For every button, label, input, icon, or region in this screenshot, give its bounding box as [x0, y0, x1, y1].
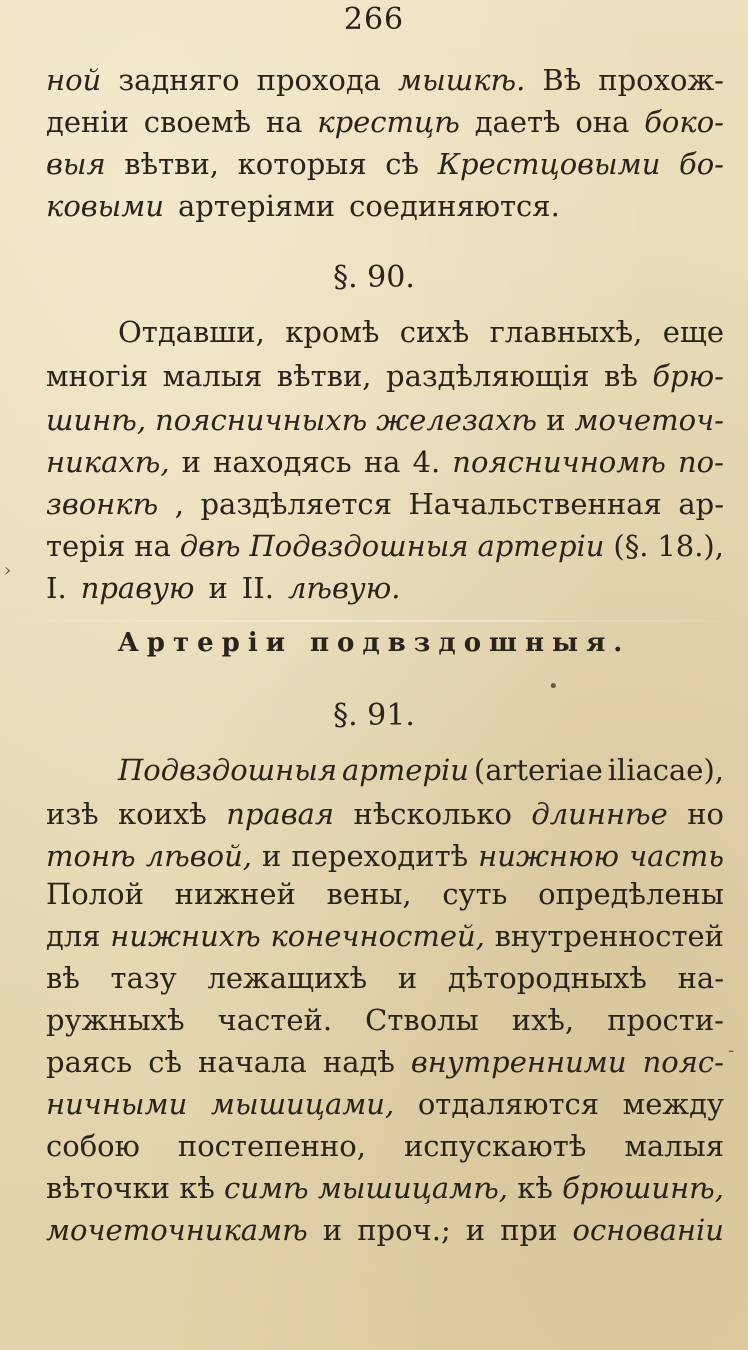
stray-mark: • — [548, 676, 559, 697]
word: Вѣ — [542, 63, 582, 97]
word: iliacae), — [607, 753, 724, 787]
word: симѣ — [224, 1171, 309, 1205]
word: сихѣ — [399, 315, 470, 349]
stray-mark: › — [4, 560, 12, 581]
text-line — [46, 1082, 724, 1126]
word: сѣ — [148, 1045, 182, 1079]
word: своемѣ — [143, 105, 252, 139]
word: при — [500, 1213, 558, 1247]
word: суть — [442, 877, 508, 911]
word: двѣ — [179, 529, 241, 563]
word: Начальственная — [408, 487, 662, 521]
word: и — [546, 403, 566, 437]
text-line — [46, 354, 724, 398]
word: внутренними — [410, 1045, 627, 1079]
word: брю- — [652, 359, 724, 393]
word: изѣ — [46, 797, 99, 831]
word: I. — [46, 571, 67, 605]
word: между — [622, 1087, 724, 1121]
text-line — [46, 914, 724, 958]
page-number: 266 — [343, 2, 405, 37]
word: главныхѣ, — [489, 315, 643, 349]
word: ковыми — [46, 189, 164, 223]
word: тонѣ — [46, 839, 136, 873]
text-line — [46, 100, 724, 144]
word: прохода — [256, 63, 381, 97]
word: Стволы — [365, 1003, 479, 1037]
word: вѣ — [604, 359, 638, 393]
word: Отдавши, — [118, 315, 265, 349]
word: и — [181, 445, 201, 479]
word: ной — [46, 63, 102, 97]
word: отдаляются — [417, 1087, 600, 1121]
word: ихѣ, — [511, 1003, 575, 1037]
word: собою — [46, 1129, 140, 1163]
word: железахѣ — [376, 403, 538, 437]
word: никахѣ, — [46, 445, 170, 479]
word: мышкѣ. — [398, 63, 526, 97]
word: Подвздошныя — [118, 753, 338, 787]
word: артеріями — [178, 189, 336, 223]
word: (arteriae — [473, 753, 603, 787]
word: прости- — [607, 1003, 724, 1037]
word: выя — [46, 147, 106, 181]
word: на — [134, 529, 171, 563]
word: брюшинѣ, — [562, 1171, 724, 1205]
word: на — [265, 105, 303, 139]
word: Полой — [46, 877, 144, 911]
text-line — [46, 142, 724, 186]
word: основаніи — [572, 1213, 724, 1247]
word: артеріи — [477, 529, 605, 563]
word: находясь — [213, 445, 352, 479]
word: и — [208, 571, 228, 605]
word: начала — [198, 1045, 307, 1079]
word: кѣ — [517, 1171, 553, 1205]
word: раздѣляющія — [386, 359, 590, 393]
word: конечностей, — [270, 919, 485, 953]
word: мочеточникамѣ — [46, 1213, 308, 1247]
word: Крестцовыми — [437, 147, 661, 181]
word: ар- — [678, 487, 724, 521]
word: нижнихѣ — [110, 919, 261, 953]
text-line — [46, 1040, 724, 1084]
word: деніи — [46, 105, 129, 139]
word: кѣ — [179, 1171, 215, 1205]
text-line — [118, 310, 724, 354]
word: поясничномѣ — [452, 445, 666, 479]
word: даетѣ — [474, 105, 561, 139]
word: ружныхѣ — [46, 1003, 185, 1037]
word: крестцѣ — [317, 105, 460, 139]
word: правая — [226, 797, 335, 831]
text-line — [46, 58, 724, 102]
text-line — [46, 1166, 724, 1210]
word: пояс- — [642, 1045, 724, 1079]
word: коихѣ — [118, 797, 207, 831]
word: лежащихѣ — [207, 961, 368, 995]
word: испускаютѣ — [403, 1129, 587, 1163]
text-line — [46, 792, 724, 836]
word: проч.; — [357, 1213, 451, 1247]
word: малыя — [162, 359, 263, 393]
word: многія — [46, 359, 149, 393]
word: и — [262, 839, 282, 873]
word: мышицамѣ, — [317, 1171, 509, 1205]
word: лѣвую. — [287, 571, 401, 605]
word: 4. — [412, 445, 441, 479]
word: для — [46, 919, 101, 953]
word: вѣ — [46, 961, 80, 995]
word: дѣтородныхѣ — [447, 961, 647, 995]
word: ничными — [46, 1087, 188, 1121]
word: правую — [80, 571, 195, 605]
word: и — [465, 1213, 486, 1247]
word: мочеточ- — [574, 403, 724, 437]
word: частей. — [217, 1003, 333, 1037]
word: по- — [677, 445, 724, 479]
word: прохож- — [598, 63, 724, 97]
word: но — [687, 797, 724, 831]
text-line — [46, 1124, 724, 1168]
text-line — [46, 398, 724, 442]
text-line — [46, 440, 724, 484]
word: Подвздошныя — [249, 529, 469, 563]
word: кромѣ — [285, 315, 380, 349]
text-line — [46, 872, 724, 916]
word: поясничныхѣ — [155, 403, 368, 437]
text-line — [46, 566, 724, 610]
word: вѣточки — [46, 1171, 170, 1205]
word: часть — [629, 839, 724, 873]
text-line — [46, 1208, 724, 1252]
word: которыя — [237, 147, 367, 181]
word: терія — [46, 529, 126, 563]
text-line — [46, 998, 724, 1042]
word: раздѣляется — [200, 487, 392, 521]
page-fold-line — [0, 620, 748, 622]
word: переходитѣ — [291, 839, 469, 873]
word: звонкѣ — [46, 487, 159, 521]
word: бо- — [679, 147, 724, 181]
text-line — [46, 956, 724, 1000]
word: вѣтви, — [276, 359, 372, 393]
word: и — [322, 1213, 343, 1247]
text-line — [46, 524, 724, 568]
text-line — [118, 748, 724, 792]
word: постепенно, — [177, 1129, 366, 1163]
word: нижней — [174, 877, 296, 911]
word: раясь — [46, 1045, 133, 1079]
word: шинѣ, — [46, 403, 147, 437]
word: малыя — [624, 1129, 724, 1163]
text-line — [46, 184, 724, 228]
word: вѣтви, — [124, 147, 220, 181]
word: соединяются. — [349, 189, 560, 223]
word: задняго — [118, 63, 240, 97]
word: артеріи — [341, 753, 469, 787]
word: нѣсколько — [353, 797, 512, 831]
text-line — [46, 482, 724, 526]
section-number: §. 91. — [333, 698, 415, 733]
word: и — [397, 961, 418, 995]
word: на- — [677, 961, 724, 995]
word: внутренностей — [494, 919, 724, 953]
word: , — [174, 487, 184, 521]
word: на — [363, 445, 401, 479]
word: нижнюю — [478, 839, 620, 873]
word: II. — [241, 571, 274, 605]
word: (§. — [613, 529, 649, 563]
word: вены, — [326, 877, 412, 911]
section-heading: Артеріи подвздошныя. — [117, 628, 631, 658]
word: она — [575, 105, 630, 139]
stray-mark: - — [728, 1040, 735, 1061]
word: сѣ — [385, 147, 419, 181]
word: еще — [662, 315, 724, 349]
word: 18.), — [657, 529, 724, 563]
word: тазу — [110, 961, 177, 995]
word: лѣвой, — [145, 839, 252, 873]
section-number: §. 90. — [333, 260, 415, 295]
word: опредѣлены — [538, 877, 724, 911]
word: надѣ — [322, 1045, 395, 1079]
word: боко- — [644, 105, 724, 139]
word: мышицами, — [210, 1087, 395, 1121]
word: длиннѣе — [531, 797, 668, 831]
